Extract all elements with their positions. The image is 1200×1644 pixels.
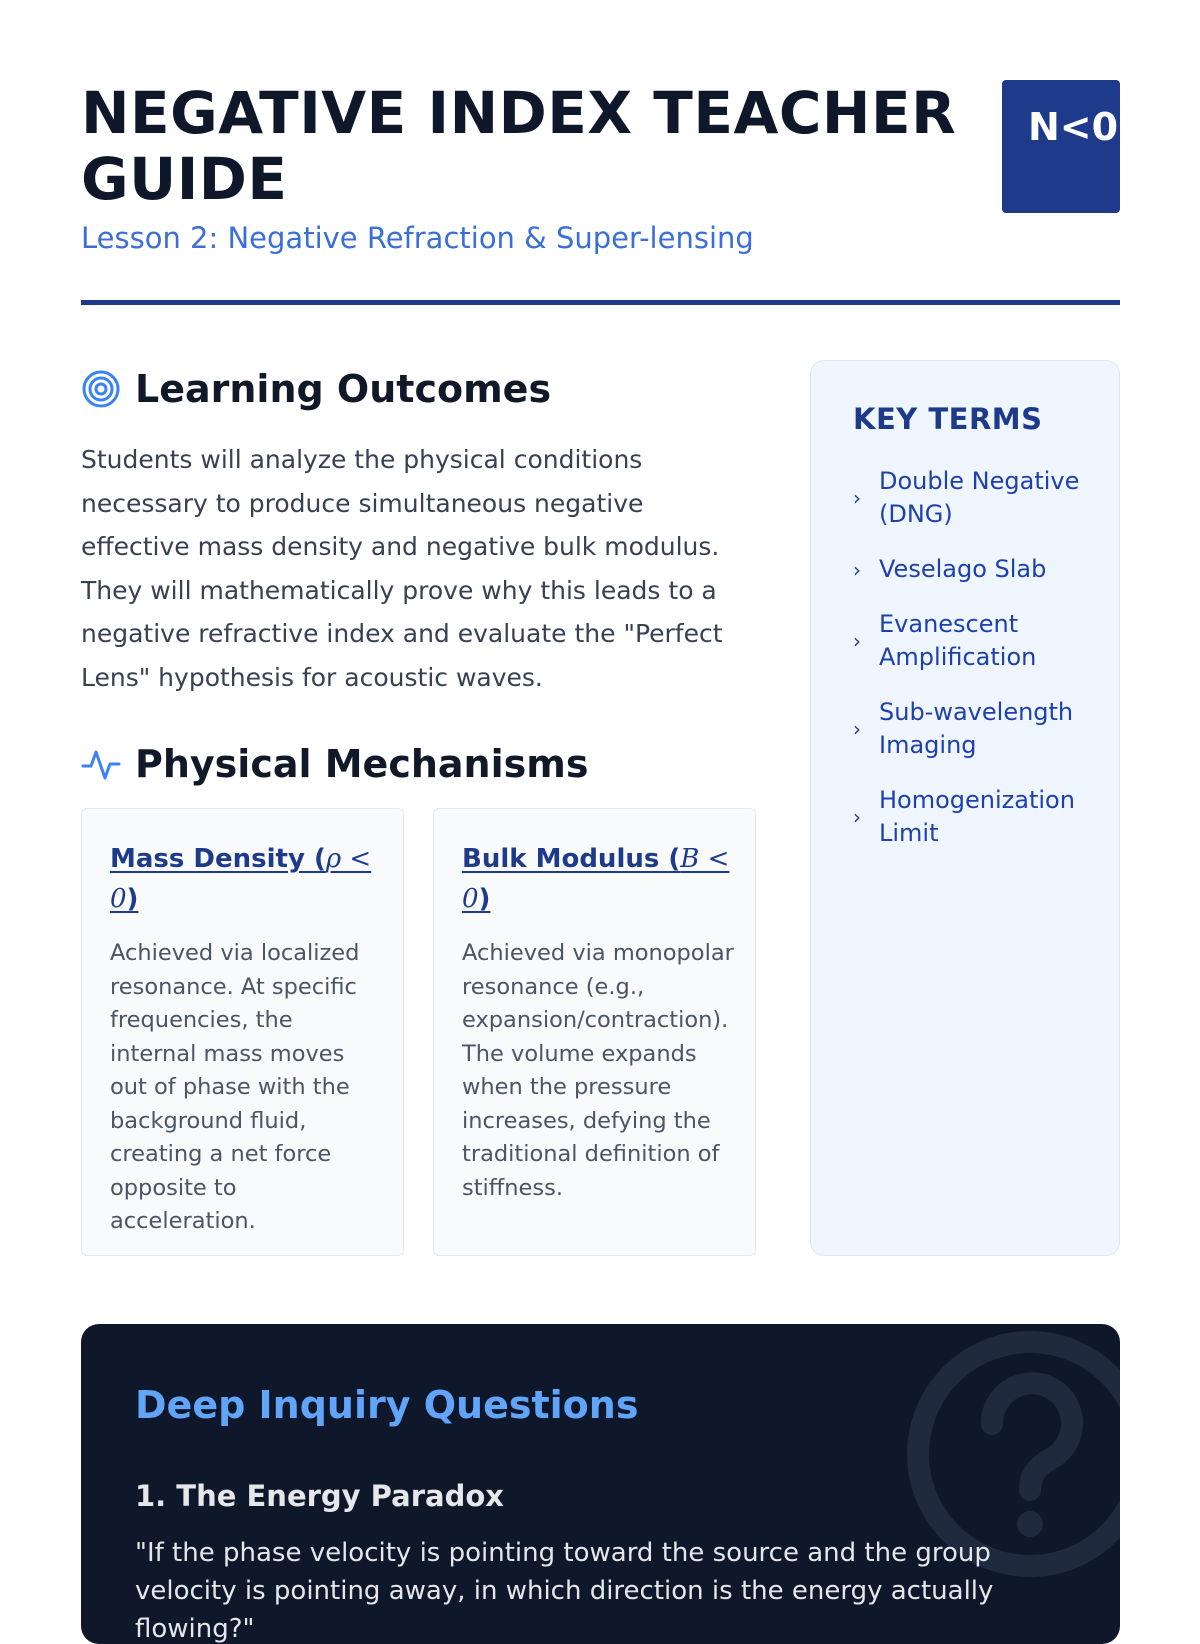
key-term-label: Sub-wavelength Imaging [879,698,1074,759]
deep-inquiry-title: Deep Inquiry Questions [135,1383,639,1427]
page-header [81,80,1120,304]
learning-outcomes-title: Learning Outcomes [135,367,552,411]
key-term-item[interactable] [853,465,1091,531]
key-term-item[interactable] [853,608,1091,674]
lesson-subtitle: Lesson 2: Negative Refraction & Super-lensing [81,221,754,255]
key-term-item[interactable] [853,784,1091,850]
deep-inquiry-panel [81,1324,1120,1644]
chevron-right-icon: › [853,717,861,741]
header-divider [81,300,1120,305]
mass-density-title-close: ) [126,884,139,914]
key-terms-sidebar [810,360,1120,1256]
inquiry-question-title: 1. The Energy Paradox [135,1479,504,1513]
bulk-modulus-formula: B < 0 [462,844,730,914]
key-terms-heading: KEY TERMS [853,402,1043,436]
mass-density-title[interactable] [110,839,385,919]
mechanism-cards [81,808,756,1256]
page-title: NEGATIVE INDEX TEACHER GUIDE [81,79,957,213]
mass-density-description: Achieved via localized resonance. At specific frequencies, the internal mass moves out of phase with the background fluid, creating a net force opposite to acceleration. [110,940,360,1234]
logo-badge: N<0 [1002,80,1120,213]
key-term-item[interactable] [853,696,1091,762]
mass-density-formula: ρ < 0 [110,844,372,914]
chevron-right-icon: › [853,629,861,653]
bulk-modulus-description: Achieved via monopolar resonance (e.g., expansion/contraction). The volume expands when the pressure increases, defying the traditional definition of stiffness. [462,940,734,1201]
learning-outcomes-heading [81,366,551,412]
key-term-label: Double Negative (DNG) [879,467,1080,528]
bulk-modulus-title-close: ) [478,884,491,914]
activity-icon [81,744,121,784]
mass-density-card [81,808,404,1256]
bulk-modulus-title-text: Bulk Modulus ( [462,844,681,874]
key-term-item[interactable] [853,553,1091,586]
bulk-modulus-title[interactable] [462,839,737,919]
learning-outcomes-text: Students will analyze the physical conditions necessary to produce simultaneous negative effective mass density and negative bulk modulus. They will mathematically prove why this leads to a negative refractive index and evaluate the "Perfect Lens" hypothesis for acoustic waves. [81,445,723,692]
chevron-right-icon: › [853,805,861,829]
key-terms-list [853,465,1091,850]
physical-mechanisms-heading [81,741,588,787]
key-term-label: Homogenization Limit [879,786,1075,847]
chevron-right-icon: › [853,486,861,510]
key-term-label: Veselago Slab [879,555,1047,583]
target-icon [81,369,121,409]
mass-density-title-text: Mass Density ( [110,844,326,874]
bulk-modulus-card [433,808,756,1256]
physical-mechanisms-title: Physical Mechanisms [135,742,589,786]
chevron-right-icon: › [853,557,861,582]
key-term-label: Evanescent Amplification [879,610,1037,671]
inquiry-question-text: "If the phase velocity is pointing toward the source and the group velocity is pointing away, in which direction is the energy actually flowing?" [135,1538,994,1644]
